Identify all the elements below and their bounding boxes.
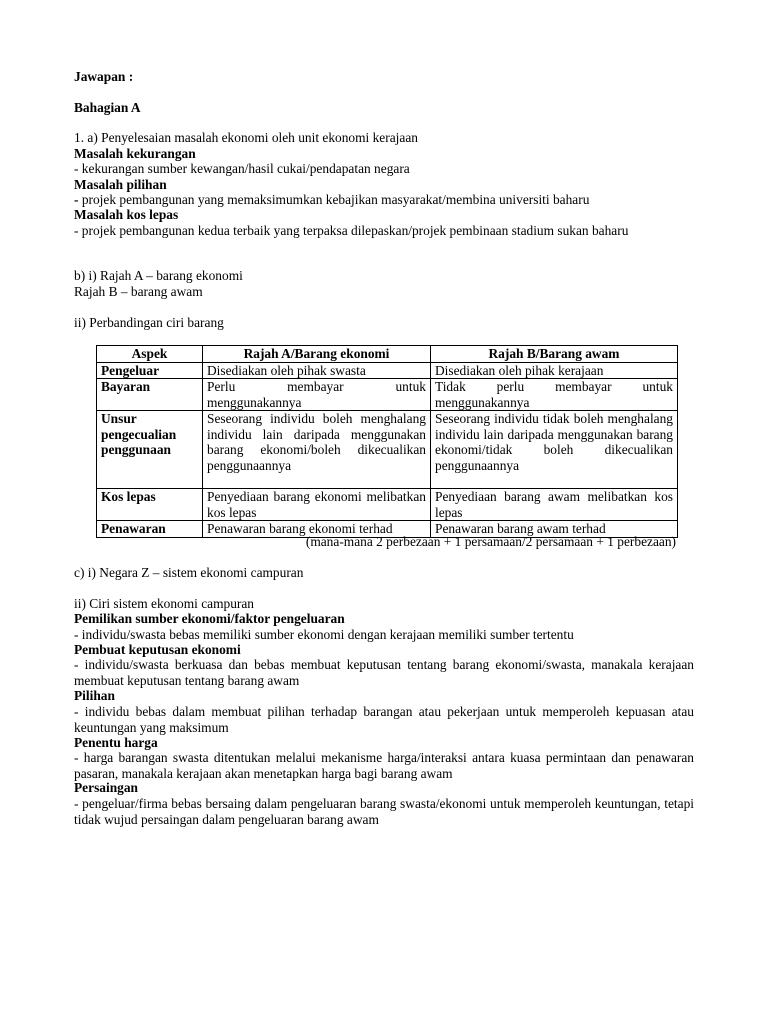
table-row [97,362,678,379]
q1b-line: b) i) Rajah A – barang ekonomi [74,268,243,283]
table-cell-aspect: Bayaran [97,379,203,411]
table-header: Aspek [97,346,203,363]
q1a-item-heading: Masalah kos lepas [74,207,179,222]
section-heading: Bahagian A [74,100,141,115]
q1c-item-text: - individu/swasta berkuasa dan bebas membuat keputusan tentang barang ekonomi/swasta, manakala kerajaan membuat keputusan tentang barang awam [74,657,694,688]
table-row [97,379,678,411]
table-cell-aspect: Unsur pengecualian penggunaan [97,411,203,489]
q1a-item-heading: Masalah pilihan [74,177,167,192]
table-cell: Penawaran barang awam terhad [431,521,678,538]
table-row [97,489,678,521]
table-header: Rajah B/Barang awam [431,346,678,363]
table-cell: Disediakan oleh pihak swasta [203,362,431,379]
q1c-item-heading: Pilihan [74,688,115,703]
q1c-item-text: - harga barangan swasta ditentukan melalui mekanisme harga/interaksi antara kuasa permintaan dan penawaran pasaran, manakala kerajaan akan menetapkan harga bagi barang awam [74,750,694,781]
table-cell: Seseorang individu boleh menghalang individu lain daripada menggunakan barang ekonomi/boleh dikecualikan penggunaannya [203,411,431,489]
table-cell-aspect: Kos lepas [97,489,203,521]
q1c-item-text: - pengeluar/firma bebas bersaing dalam pengeluaran barang swasta/ekonomi untuk memperoleh keuntungan, tetapi tidak wujud persaingan dalam pengeluaran barang awam [74,796,694,827]
table-cell: Tidak perlu membayar untuk menggunakannya [431,379,678,411]
q1c-item-heading: Persaingan [74,780,138,795]
table-note: (mana-mana 2 perbezaan + 1 persamaan/2 persamaan + 1 perbezaan) [305,534,676,549]
q1a-item-heading: Masalah kekurangan [74,146,196,161]
q1a-title: 1. a) Penyelesaian masalah ekonomi oleh unit ekonomi kerajaan [74,130,418,145]
table-row [97,411,678,489]
q1c-item-text: - individu/swasta bebas memiliki sumber ekonomi dengan kerajaan memiliki sumber tertentu [74,627,574,642]
table-cell: Seseorang individu tidak boleh menghalang individu lain daripada menggunakan barang ekonomi/tidak boleh dikecualikan penggunaannya [431,411,678,489]
table-cell: Penawaran barang ekonomi terhad [203,521,431,538]
q1c-item-text: - individu bebas dalam membuat pilihan terhadap barangan atau pekerjaan untuk memperoleh kepuasan atau keuntungan yang maksimum [74,704,694,735]
table-cell-aspect: Pengeluar [97,362,203,379]
table-cell: Perlu membayar untuk menggunakannya [203,379,431,411]
q1a-item-text: projek pembangunan yang memaksimumkan kebajikan masyarakat/membina universiti baharu [78,192,590,207]
answer-heading: Jawapan : [74,69,134,84]
q1c-item-heading: Penentu harga [74,735,158,750]
table-cell-aspect: Penawaran [97,521,203,538]
table-header-row [97,346,678,363]
table-header: Rajah A/Barang ekonomi [203,346,431,363]
q1c-line: c) i) Negara Z – sistem ekonomi campuran [74,565,304,580]
q1a-item-text: - projek pembangunan kedua terbaik yang terpaksa dilepaskan/projek pembinaan stadium sukan baharu [74,223,629,238]
q1b-line: Rajah B – barang awam [74,284,203,299]
table-cell: Penyediaan barang awam melibatkan kos lepas [431,489,678,521]
q1c-item-heading: Pembuat keputusan ekonomi [74,642,241,657]
q1c-subheading: ii) Ciri sistem ekonomi campuran [74,596,254,611]
q1a-item-line [74,192,694,208]
q1c-item-heading: Pemilikan sumber ekonomi/faktor pengeluaran [74,611,345,626]
q1a-item-dash: - [74,192,79,207]
comparison-table [96,345,678,538]
q1b-subheading: ii) Perbandingan ciri barang [74,315,224,330]
q1a-item-text: - kekurangan sumber kewangan/hasil cukai/pendapatan negara [74,161,410,176]
table-cell: Penyediaan barang ekonomi melibatkan kos lepas [203,489,431,521]
table-cell: Disediakan oleh pihak kerajaan [431,362,678,379]
